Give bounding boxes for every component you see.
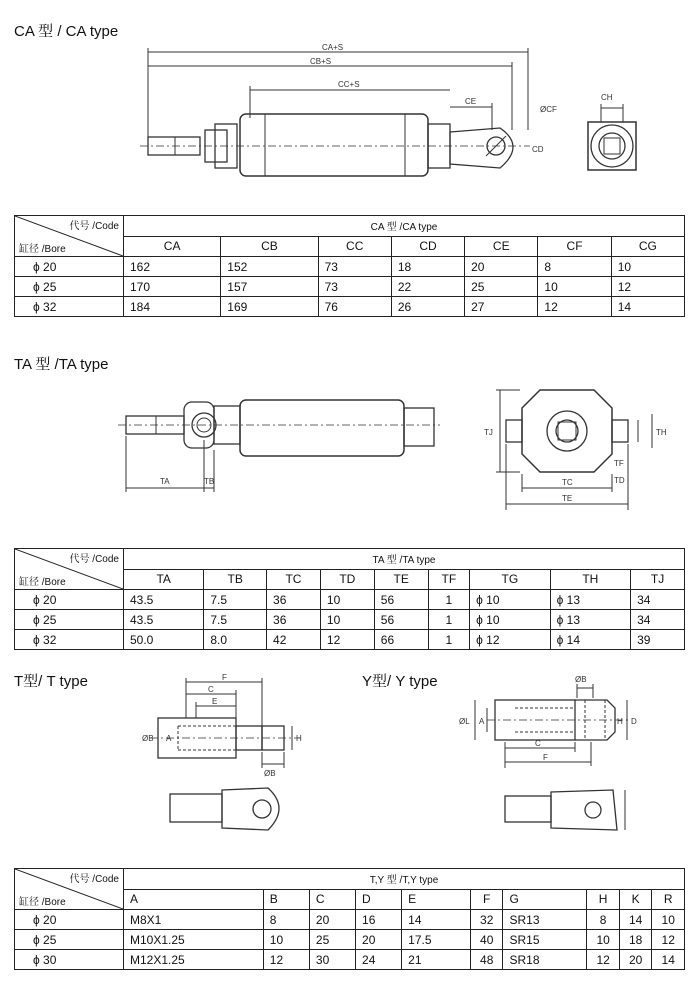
t-drawing	[0, 670, 340, 840]
value-cell: 10	[263, 930, 309, 950]
ta-col-ta: TA	[124, 569, 204, 590]
value-cell: 73	[318, 277, 391, 297]
ta-dim-te: TE	[562, 494, 573, 503]
t-dim-h: H	[296, 734, 302, 743]
y-dim-c: C	[535, 739, 541, 748]
value-cell: 12	[320, 630, 374, 650]
ty-col-d: D	[356, 889, 402, 910]
ty-code-label: 代号 /Code	[69, 874, 119, 885]
value-cell: 34	[631, 590, 685, 610]
value-cell: 20	[309, 910, 355, 930]
table-row	[15, 277, 685, 297]
ta-dim-tb: TB	[204, 477, 215, 486]
ca-col-cd: CD	[391, 236, 464, 257]
value-cell: 66	[374, 630, 428, 650]
ty-col-c: C	[309, 889, 355, 910]
ta-table-corner	[15, 549, 124, 590]
ty-col-a: A	[124, 889, 264, 910]
ca-col-cg: CG	[611, 236, 684, 257]
t-dim-b: ØB	[264, 769, 276, 778]
value-cell: 17.5	[402, 930, 471, 950]
value-cell: ϕ 10	[470, 590, 550, 610]
value-cell: ϕ 12	[470, 630, 550, 650]
y-heading: Y型/ Y type	[362, 673, 438, 690]
value-cell: 7.5	[204, 590, 267, 610]
bore-cell: ϕ 20	[15, 590, 124, 610]
table-row	[15, 930, 685, 950]
value-cell: 8	[538, 257, 611, 277]
table-row	[15, 630, 685, 650]
value-cell: 1	[428, 630, 469, 650]
table-row	[15, 950, 685, 970]
ca-col-cb: CB	[221, 236, 318, 257]
value-cell: 18	[391, 257, 464, 277]
value-cell: 12	[587, 950, 620, 970]
ta-col-tb: TB	[204, 569, 267, 590]
ty-bore-label: 缸径 /Bore	[19, 897, 66, 908]
value-cell: 20	[619, 950, 652, 970]
value-cell: 184	[124, 297, 221, 317]
t-dim-e: E	[212, 697, 218, 706]
value-cell: 20	[356, 930, 402, 950]
value-cell: 24	[356, 950, 402, 970]
value-cell: 14	[652, 950, 685, 970]
y-dim-f: F	[543, 753, 548, 762]
bore-cell: ϕ 25	[15, 277, 124, 297]
value-cell: 20	[465, 257, 538, 277]
value-cell: 43.5	[124, 610, 204, 630]
table-row	[15, 257, 685, 277]
value-cell: 27	[465, 297, 538, 317]
value-cell: 21	[402, 950, 471, 970]
value-cell: 8	[263, 910, 309, 930]
value-cell: 10	[587, 930, 620, 950]
y-dim-b: ØB	[575, 675, 587, 684]
value-cell: 170	[124, 277, 221, 297]
value-cell: ϕ 14	[550, 630, 630, 650]
value-cell: 32	[470, 910, 503, 930]
t-dim-c: C	[208, 685, 214, 694]
y-dim-h: H	[617, 717, 623, 726]
value-cell: 76	[318, 297, 391, 317]
ta-col-th: TH	[550, 569, 630, 590]
value-cell: 169	[221, 297, 318, 317]
ty-col-k: K	[619, 889, 652, 910]
t-dim-b2: ØB	[142, 734, 154, 743]
value-cell: 8	[587, 910, 620, 930]
bore-cell: ϕ 32	[15, 630, 124, 650]
bore-cell: ϕ 30	[15, 950, 124, 970]
y-dim-a: A	[479, 717, 485, 726]
ta-drawing	[0, 380, 695, 530]
ta-dim-tj: TJ	[484, 428, 493, 437]
value-cell: 12	[538, 297, 611, 317]
value-cell: 30	[309, 950, 355, 970]
ty-table	[14, 868, 685, 970]
ta-dim-th: TH	[656, 428, 667, 437]
ta-dim-tc: TC	[562, 478, 573, 487]
table-row	[15, 297, 685, 317]
value-cell: 56	[374, 590, 428, 610]
ta-code-label: 代号 /Code	[69, 554, 119, 565]
ta-heading: TA 型 /TA type	[14, 356, 109, 373]
ca-code-label: 代号 /Code	[69, 221, 119, 232]
bore-cell: ϕ 25	[15, 610, 124, 630]
value-cell: ϕ 13	[550, 590, 630, 610]
value-cell: 14	[611, 297, 684, 317]
value-cell: SR13	[503, 910, 587, 930]
ty-col-g: G	[503, 889, 587, 910]
bore-cell: ϕ 25	[15, 930, 124, 950]
ta-bore-label: 缸径 /Bore	[19, 577, 66, 588]
table-row	[15, 610, 685, 630]
ta-col-tf: TF	[428, 569, 469, 590]
value-cell: 56	[374, 610, 428, 630]
ta-col-tg: TG	[470, 569, 550, 590]
value-cell: SR18	[503, 950, 587, 970]
value-cell: 1	[428, 610, 469, 630]
ca-drawing	[0, 40, 695, 240]
ta-col-tj: TJ	[631, 569, 685, 590]
ca-table-corner	[15, 216, 124, 257]
value-cell: 16	[356, 910, 402, 930]
value-cell: 10	[320, 610, 374, 630]
value-cell: 10	[320, 590, 374, 610]
value-cell: 48	[470, 950, 503, 970]
value-cell: 14	[619, 910, 652, 930]
ca-group-title: CA 型 /CA type	[124, 216, 685, 237]
ta-col-tc: TC	[267, 569, 321, 590]
value-cell: 39	[631, 630, 685, 650]
ty-col-f: F	[470, 889, 503, 910]
y-dim-l: ØL	[459, 717, 470, 726]
ca-table	[14, 215, 685, 317]
value-cell: 50.0	[124, 630, 204, 650]
ta-table	[14, 548, 685, 650]
value-cell: 8.0	[204, 630, 267, 650]
value-cell: 25	[465, 277, 538, 297]
value-cell: SR15	[503, 930, 587, 950]
value-cell: 10	[611, 257, 684, 277]
value-cell: 36	[267, 610, 321, 630]
value-cell: 7.5	[204, 610, 267, 630]
value-cell: 162	[124, 257, 221, 277]
ty-table-corner	[15, 869, 124, 910]
ca-col-cf: CF	[538, 236, 611, 257]
value-cell: 26	[391, 297, 464, 317]
value-cell: 152	[221, 257, 318, 277]
ta-col-td: TD	[320, 569, 374, 590]
value-cell: 14	[402, 910, 471, 930]
ca-dim-caplus: CA+S	[322, 43, 344, 52]
value-cell: 34	[631, 610, 685, 630]
ca-dim-ce: CE	[465, 97, 477, 106]
value-cell: 10	[652, 910, 685, 930]
t-dim-f: F	[222, 673, 227, 682]
value-cell: M12X1.25	[124, 950, 264, 970]
value-cell: 42	[267, 630, 321, 650]
bore-cell: ϕ 32	[15, 297, 124, 317]
ta-col-te: TE	[374, 569, 428, 590]
value-cell: 1	[428, 590, 469, 610]
value-cell: 18	[619, 930, 652, 950]
bore-cell: ϕ 20	[15, 910, 124, 930]
ca-heading: CA 型 / CA type	[14, 23, 119, 40]
value-cell: M10X1.25	[124, 930, 264, 950]
bore-cell: ϕ 20	[15, 257, 124, 277]
value-cell: 40	[470, 930, 503, 950]
value-cell: 10	[538, 277, 611, 297]
ca-col-cc: CC	[318, 236, 391, 257]
ty-col-e: E	[402, 889, 471, 910]
value-cell: 12	[611, 277, 684, 297]
value-cell: 43.5	[124, 590, 204, 610]
value-cell: 12	[263, 950, 309, 970]
ty-col-r: R	[652, 889, 685, 910]
ta-dim-ta: TA	[160, 477, 170, 486]
ca-dim-ccplus: CC+S	[338, 80, 360, 89]
table-row	[15, 590, 685, 610]
ta-dim-tf: TF	[614, 459, 624, 468]
value-cell: ϕ 13	[550, 610, 630, 630]
y-drawing	[355, 670, 695, 840]
ta-dim-td: TD	[614, 476, 625, 485]
value-cell: 157	[221, 277, 318, 297]
ta-group-title: TA 型 /TA type	[124, 549, 685, 570]
value-cell: ϕ 10	[470, 610, 550, 630]
value-cell: 36	[267, 590, 321, 610]
table-row	[15, 910, 685, 930]
value-cell: 25	[309, 930, 355, 950]
y-dim-d: D	[631, 717, 637, 726]
t-heading: T型/ T type	[14, 673, 88, 690]
ca-col-ce: CE	[465, 236, 538, 257]
ca-bore-label: 缸径 /Bore	[19, 244, 66, 255]
ca-dim-cbplus: CB+S	[310, 57, 332, 66]
value-cell: M8X1	[124, 910, 264, 930]
value-cell: 73	[318, 257, 391, 277]
ty-col-h: H	[587, 889, 620, 910]
ca-dim-cf: ØCF	[540, 105, 557, 114]
t-dim-a: A	[166, 734, 172, 743]
ca-dim-cd: CD	[532, 145, 544, 154]
value-cell: 12	[652, 930, 685, 950]
ca-dim-ch: CH	[601, 93, 613, 102]
ty-group-title: T,Y 型 /T,Y type	[124, 869, 685, 890]
value-cell: 22	[391, 277, 464, 297]
ca-col-ca: CA	[124, 236, 221, 257]
ty-col-b: B	[263, 889, 309, 910]
